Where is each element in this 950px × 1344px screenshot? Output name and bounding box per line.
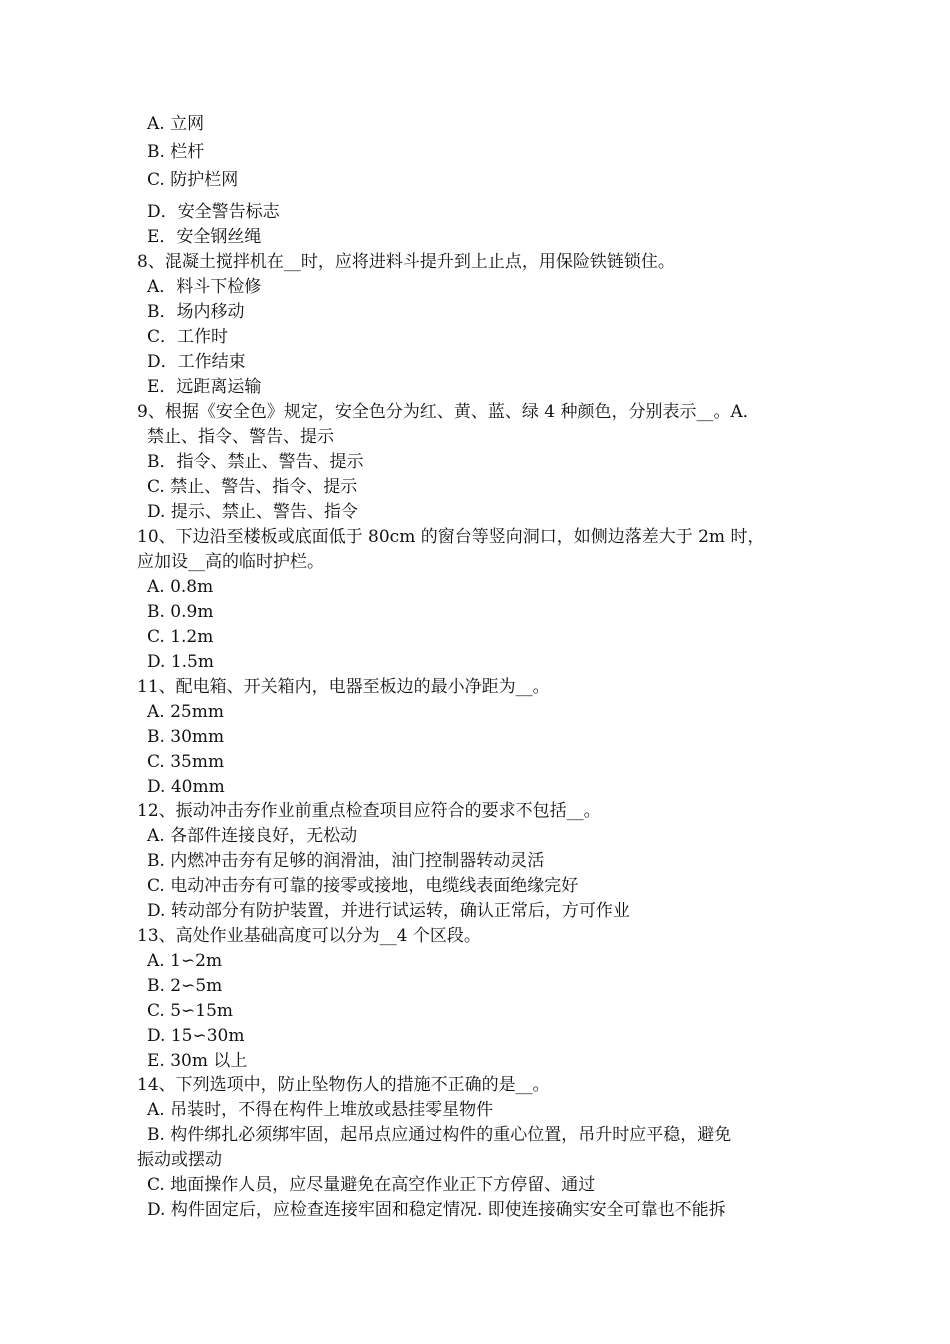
q10-option-d: D. 1.5m xyxy=(147,652,214,672)
q8-stem: 8、混凝土搅拌机在__时，应将进料斗提升到上止点，用保险铁链锁住。 xyxy=(137,252,675,272)
q13-option-d: D. 15∽30m xyxy=(147,1026,245,1046)
q12-option-b: B. 内燃冲击夯有足够的润滑油，油门控制器转动灵活 xyxy=(147,851,545,871)
q12-option-a: A. 各部件连接良好，无松动 xyxy=(147,826,358,846)
q8-option-b: B．场内移动 xyxy=(147,302,245,322)
q13-option-e: E. 30m 以上 xyxy=(147,1051,248,1071)
q8-option-e: E．远距离运输 xyxy=(147,377,262,397)
q12-stem: 12、振动冲击夯作业前重点检查项目应符合的要求不包括__。 xyxy=(137,801,601,821)
q10-stem-cont: 应加设__高的临时护栏。 xyxy=(137,552,324,572)
q10-option-b: B. 0.9m xyxy=(147,602,214,622)
q10-option-a: A. 0.8m xyxy=(147,577,214,597)
q13-option-c: C. 5∽15m xyxy=(147,1001,234,1021)
q11-option-b: B. 30mm xyxy=(147,727,225,747)
q7-option-d: D．安全警告标志 xyxy=(147,202,280,222)
q9-option-c: C. 禁止、警告、指令、提示 xyxy=(147,477,358,497)
q9-stem: 9、根据《安全色》规定，安全色分为红、黄、蓝、绿 4 种颜色，分别表示__。A． xyxy=(137,402,760,422)
q8-option-a: A．料斗下检修 xyxy=(147,277,262,297)
q9-option-a-text: 禁止、指令、警告、提示 xyxy=(147,427,334,447)
q11-option-c: C. 35mm xyxy=(147,752,225,772)
q13-stem: 13、高处作业基础高度可以分为__4 个区段。 xyxy=(137,926,481,946)
q11-option-a: A. 25mm xyxy=(147,702,224,722)
q14-option-a: A. 吊装时，不得在构件上堆放或悬挂零星物件 xyxy=(147,1100,494,1120)
q12-option-c: C. 电动冲击夯有可靠的接零或接地，电缆线表面绝缘完好 xyxy=(147,876,579,896)
q7-option-e: E．安全钢丝绳 xyxy=(147,227,262,247)
q14-stem: 14、下列选项中，防止坠物伤人的措施不正确的是__。 xyxy=(137,1075,550,1095)
q12-option-d: D. 转动部分有防护装置，并进行试运转，确认正常后，方可作业 xyxy=(147,901,630,921)
q11-option-d: D. 40mm xyxy=(147,777,225,797)
q14-option-b-cont: 振动或摆动 xyxy=(137,1150,222,1170)
q7-option-b: B. 栏杆 xyxy=(147,142,205,162)
q14-option-c: C. 地面操作人员，应尽量避免在高空作业正下方停留、通过 xyxy=(147,1175,596,1195)
q8-option-c: C．工作时 xyxy=(147,327,229,347)
q9-option-b: B．指令、禁止、警告、提示 xyxy=(147,452,364,472)
q14-option-d: D. 构件固定后，应检查连接牢固和稳定情况. 即使连接确实安全可靠也不能拆 xyxy=(147,1200,726,1220)
q10-stem: 10、下边沿至楼板或底面低于 80cm 的窗台等竖向洞口，如侧边落差大于 2m 时， xyxy=(137,527,765,547)
q13-option-b: B. 2∽5m xyxy=(147,976,223,996)
q14-option-b: B. 构件绑扎必须绑牢固，起吊点应通过构件的重心位置，吊升时应平稳，避免 xyxy=(147,1125,732,1145)
q7-option-a: A. 立网 xyxy=(147,114,205,134)
q8-option-d: D．工作结束 xyxy=(147,352,246,372)
q7-option-c: C. 防护栏网 xyxy=(147,170,239,190)
q9-option-d: D. 提示、禁止、警告、指令 xyxy=(147,502,358,522)
q10-option-c: C. 1.2m xyxy=(147,627,214,647)
q13-option-a: A. 1∽2m xyxy=(147,951,223,971)
q11-stem: 11、配电箱、开关箱内，电器至板边的最小净距为__。 xyxy=(137,677,550,697)
